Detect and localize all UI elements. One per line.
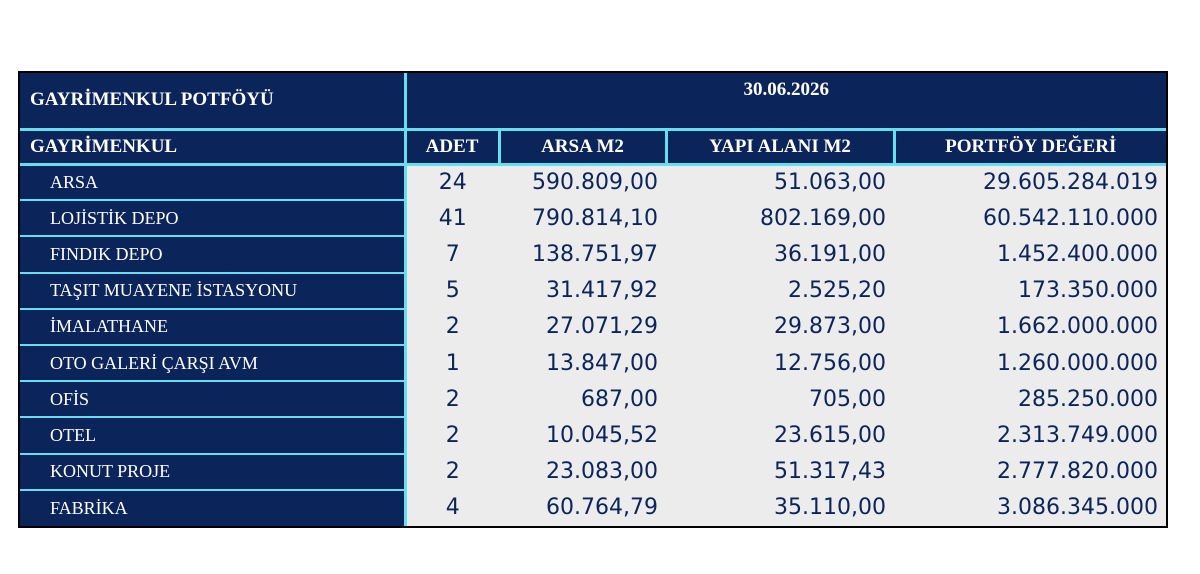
table-row bbox=[20, 417, 1166, 453]
row-name: LOJİSTİK DEPO bbox=[20, 200, 405, 236]
table-row bbox=[20, 309, 1166, 345]
row-count: 2 bbox=[405, 417, 499, 453]
column-header-row bbox=[20, 129, 1166, 164]
row-portfolio-value: 60.542.110.000 bbox=[894, 200, 1166, 236]
row-portfolio-value: 1.260.000.000 bbox=[894, 345, 1166, 381]
table-row bbox=[20, 200, 1166, 236]
table-row bbox=[20, 273, 1166, 309]
row-land-m2: 10.045,52 bbox=[499, 417, 666, 453]
row-building-m2: 29.873,00 bbox=[666, 309, 894, 345]
row-count: 4 bbox=[405, 490, 499, 526]
row-count: 7 bbox=[405, 236, 499, 272]
row-portfolio-value: 3.086.345.000 bbox=[894, 490, 1166, 526]
portfolio-table-container bbox=[18, 71, 1168, 528]
row-count: 2 bbox=[405, 454, 499, 490]
row-name: ARSA bbox=[20, 164, 405, 200]
header-land-m2: ARSA M2 bbox=[499, 129, 666, 164]
row-building-m2: 12.756,00 bbox=[666, 345, 894, 381]
row-count: 1 bbox=[405, 345, 499, 381]
table-row bbox=[20, 345, 1166, 381]
row-count: 24 bbox=[405, 164, 499, 200]
header-category: GAYRİMENKUL bbox=[20, 129, 405, 164]
row-land-m2: 13.847,00 bbox=[499, 345, 666, 381]
row-name: OTO GALERİ ÇARŞI AVM bbox=[20, 345, 405, 381]
table-row bbox=[20, 164, 1166, 200]
table-title: GAYRİMENKUL POTFÖYÜ bbox=[20, 73, 405, 129]
row-portfolio-value: 29.605.284.019 bbox=[894, 164, 1166, 200]
row-portfolio-value: 1.662.000.000 bbox=[894, 309, 1166, 345]
table-row bbox=[20, 490, 1166, 526]
row-building-m2: 36.191,00 bbox=[666, 236, 894, 272]
row-land-m2: 790.814,10 bbox=[499, 200, 666, 236]
row-name: KONUT PROJE bbox=[20, 454, 405, 490]
row-building-m2: 802.169,00 bbox=[666, 200, 894, 236]
row-name: İMALATHANE bbox=[20, 309, 405, 345]
table-row bbox=[20, 454, 1166, 490]
row-portfolio-value: 173.350.000 bbox=[894, 273, 1166, 309]
title-row bbox=[20, 73, 1166, 129]
row-building-m2: 51.317,43 bbox=[666, 454, 894, 490]
row-building-m2: 35.110,00 bbox=[666, 490, 894, 526]
row-name: FABRİKA bbox=[20, 490, 405, 526]
row-land-m2: 27.071,29 bbox=[499, 309, 666, 345]
row-land-m2: 23.083,00 bbox=[499, 454, 666, 490]
header-portfolio-value: PORTFÖY DEĞERİ bbox=[894, 129, 1166, 164]
header-building-m2: YAPI ALANI M2 bbox=[666, 129, 894, 164]
row-land-m2: 31.417,92 bbox=[499, 273, 666, 309]
row-name: OTEL bbox=[20, 417, 405, 453]
row-land-m2: 590.809,00 bbox=[499, 164, 666, 200]
row-portfolio-value: 2.313.749.000 bbox=[894, 417, 1166, 453]
row-building-m2: 705,00 bbox=[666, 381, 894, 417]
table-row bbox=[20, 381, 1166, 417]
row-portfolio-value: 1.452.400.000 bbox=[894, 236, 1166, 272]
row-land-m2: 60.764,79 bbox=[499, 490, 666, 526]
row-count: 5 bbox=[405, 273, 499, 309]
row-building-m2: 51.063,00 bbox=[666, 164, 894, 200]
row-count: 2 bbox=[405, 381, 499, 417]
row-building-m2: 2.525,20 bbox=[666, 273, 894, 309]
row-name: TAŞIT MUAYENE İSTASYONU bbox=[20, 273, 405, 309]
row-land-m2: 138.751,97 bbox=[499, 236, 666, 272]
report-date: 30.06.2026 bbox=[405, 73, 1166, 129]
row-portfolio-value: 2.777.820.000 bbox=[894, 454, 1166, 490]
header-count: ADET bbox=[405, 129, 499, 164]
row-count: 41 bbox=[405, 200, 499, 236]
row-name: OFİS bbox=[20, 381, 405, 417]
row-portfolio-value: 285.250.000 bbox=[894, 381, 1166, 417]
row-building-m2: 23.615,00 bbox=[666, 417, 894, 453]
row-land-m2: 687,00 bbox=[499, 381, 666, 417]
table-row bbox=[20, 236, 1166, 272]
row-count: 2 bbox=[405, 309, 499, 345]
portfolio-table bbox=[20, 73, 1166, 526]
row-name: FINDIK DEPO bbox=[20, 236, 405, 272]
